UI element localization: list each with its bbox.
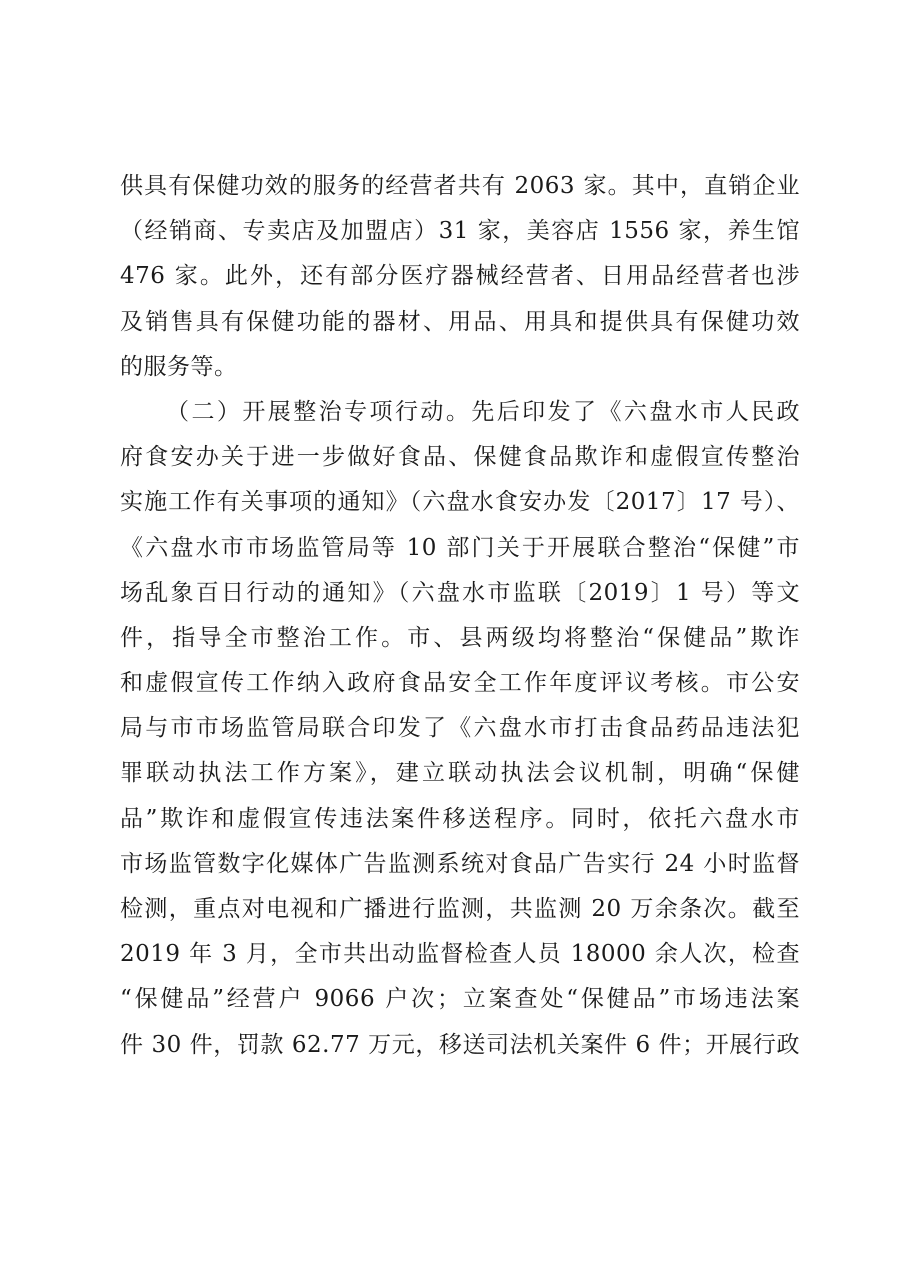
text-line: 罪联动执法工作方案》，建立联动执法会议机制，明确“保健 [120,760,800,787]
text-line: 场乱象百日行动的通知》（六盘水市监联〔2019〕1 号）等文 [120,579,800,606]
text-line: 2019 年 3 月，全市共出动监督检查人员 18000 余人次，检查 [120,941,800,968]
text-line: 供具有保健功效的服务的经营者共有 2063 家。其中，直销企业 [120,173,800,199]
text-line: （二）开展整治专项行动。先后印发了《六盘水市人民政 [166,398,800,425]
text-line: 实施工作有关事项的通知》（六盘水食安办发〔2017〕17 号）、 [120,489,800,516]
text-line: 局与市市场监管局联合印发了《六盘水市打击食品药品违法犯 [120,715,800,742]
text-line: （经销商、专卖店及加盟店）31 家，美容店 1556 家，养生馆 [120,218,800,245]
text-line: 及销售具有保健功能的器材、用品、用具和提供具有保健功效 [120,308,800,335]
text-line: 府食安办关于进一步做好食品、保健食品欺诈和虚假宣传整治 [120,444,800,471]
body-text [120,164,800,1068]
text-line: 品”欺诈和虚假宣传违法案件移送程序。同时，依托六盘水市 [120,805,800,832]
text-line: 476 家。此外，还有部分医疗器械经营者、日用品经营者也涉 [120,263,800,290]
text-line: 市场监管数字化媒体广告监测系统对食品广告实行 24 小时监督 [120,850,800,877]
text-line: 《六盘水市市场监管局等 10 部门关于开展联合整治“保健”市 [120,534,800,561]
text-line: “保健品”经营户 9066 户次；立案查处“保健品”市场违法案 [120,986,800,1013]
text-line: 检测，重点对电视和广播进行监测，共监测 20 万余条次。截至 [120,896,800,922]
text-line: 件，指导全市整治工作。市、县两级均将整治“保健品”欺诈 [120,624,800,651]
paragraph-1 [120,164,800,390]
text-line: 件 30 件，罚款 62.77 万元，移送司法机关案件 6 件；开展行政 [120,1031,800,1058]
text-line: 的服务等。 [120,353,238,380]
paragraph-2 [120,390,800,1068]
text-line: 和虚假宣传工作纳入政府食品安全工作年度评议考核。市公安 [120,670,800,697]
